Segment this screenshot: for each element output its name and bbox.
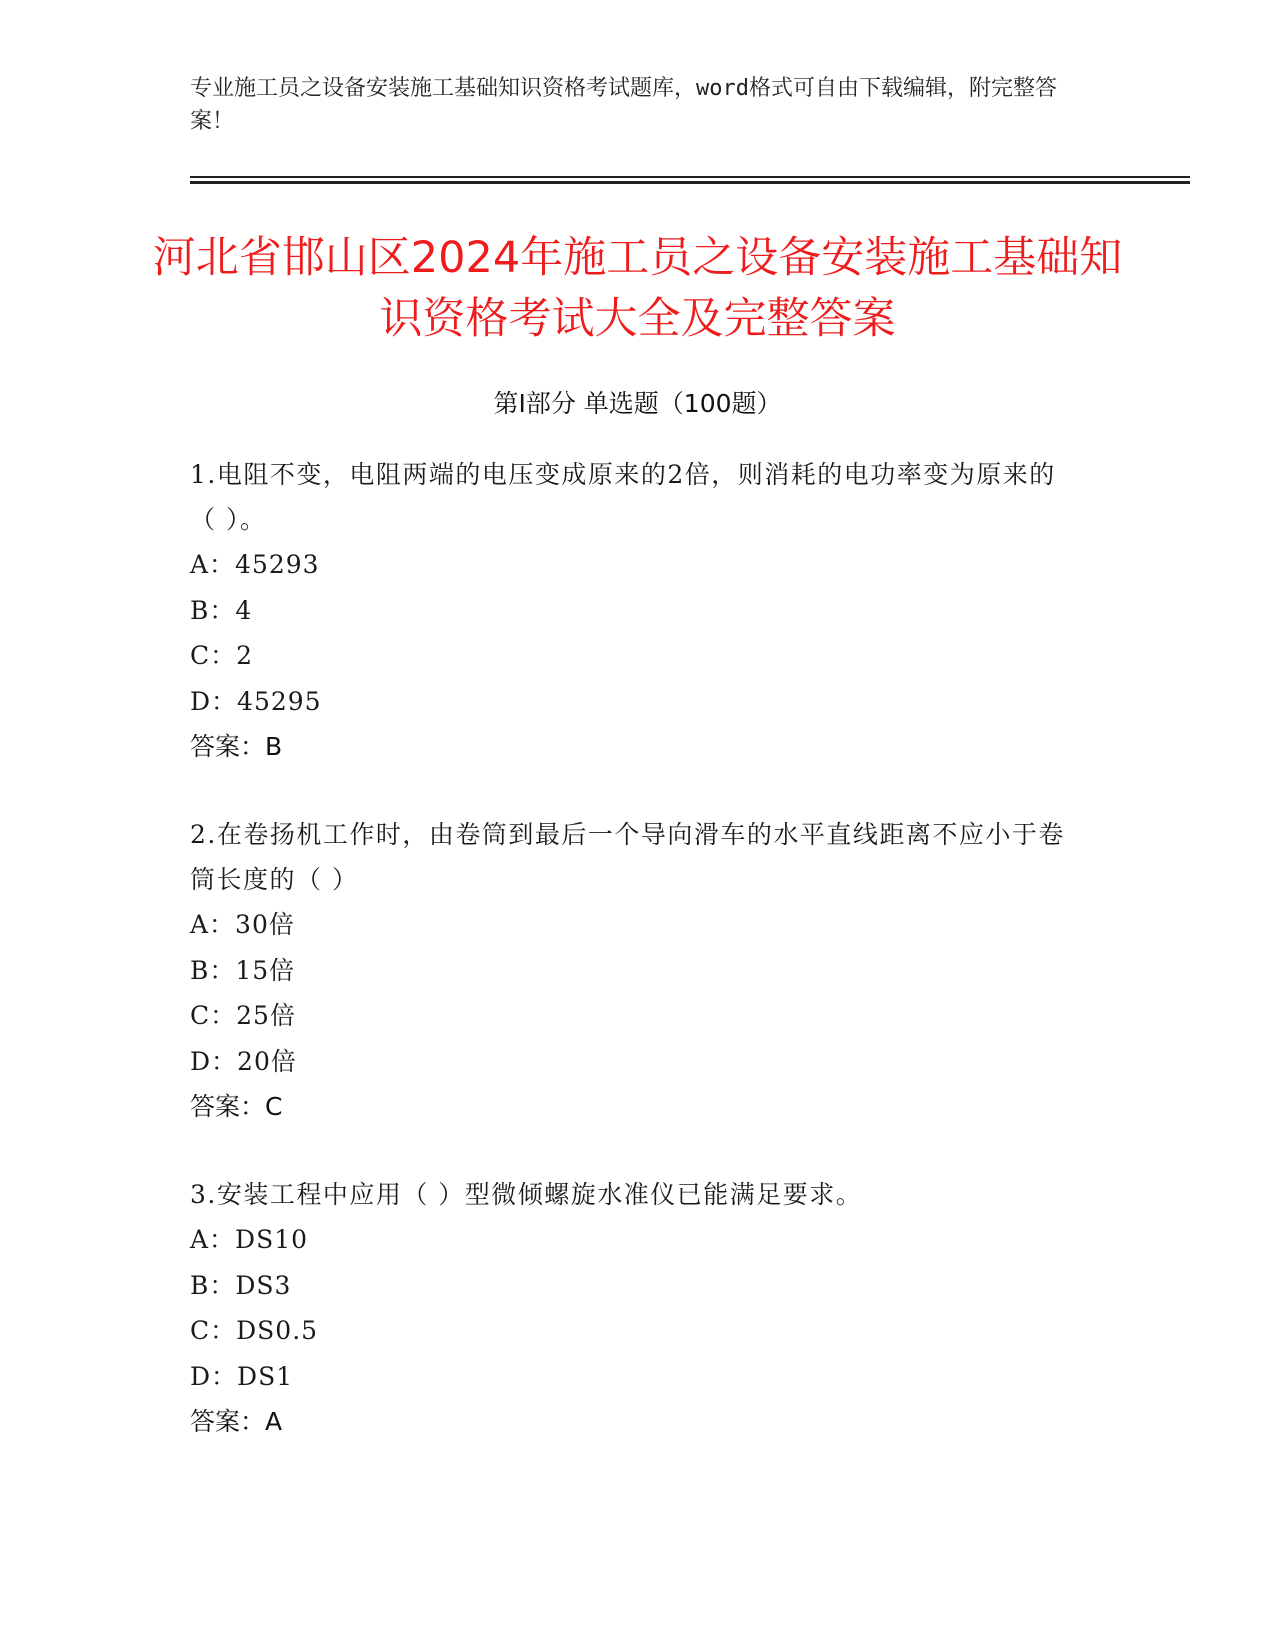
header-rule-thin <box>190 176 1190 178</box>
question-1 <box>190 452 1070 769</box>
document-title: 河北省邯山区2024年施工员之设备安装施工基础知识资格考试大全及完整答案 <box>152 233 1123 344</box>
answer-label: 答案：B <box>190 732 283 761</box>
question-2 <box>190 812 1070 1129</box>
question-stem: 2.在卷扬机工作时，由卷筒到最后一个导向滑车的水平直线距离不应小于卷筒长度的（ ） <box>190 820 1065 894</box>
option-a: A：45293 <box>190 550 320 579</box>
option-a: A：DS10 <box>190 1225 309 1254</box>
option-b: B：15倍 <box>190 955 296 985</box>
option-c: C：25倍 <box>190 1001 296 1030</box>
header-note: 专业施工员之设备安装施工基础知识资格考试题库，word格式可自由下载编辑，附完整答案！ <box>190 76 1057 134</box>
option-d: D：20倍 <box>190 1046 297 1076</box>
header-rule-thick <box>190 181 1190 184</box>
option-d: D：DS1 <box>190 1361 294 1391</box>
option-b: B：DS3 <box>190 1270 292 1300</box>
question-stem: 1.电阻不变，电阻两端的电压变成原来的2倍，则消耗的电功率变为原来的（ ）。 <box>190 460 1056 534</box>
option-a: A：30倍 <box>190 910 295 939</box>
question-3 <box>190 1172 1070 1444</box>
answer-label: 答案：A <box>190 1407 283 1436</box>
option-b: B：4 <box>190 595 253 625</box>
option-d: D：45295 <box>190 686 322 716</box>
question-stem: 3.安装工程中应用（ ）型微倾螺旋水准仪已能满足要求。 <box>190 1180 863 1209</box>
answer-label: 答案：C <box>190 1092 283 1121</box>
option-c: C：DS0.5 <box>190 1316 319 1345</box>
section-heading: 第Ⅰ部分 单选题（100题） <box>493 389 782 418</box>
option-c: C：2 <box>190 641 254 670</box>
